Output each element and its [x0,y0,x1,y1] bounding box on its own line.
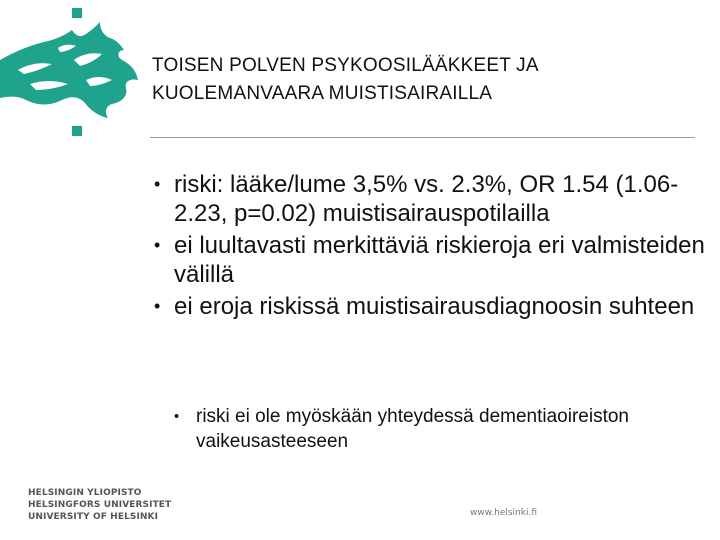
title-divider [150,137,695,138]
university-name-line: HELSINGFORS UNIVERSITET [28,500,172,510]
bullet-text: ei eroja riskissä muistisairausdiagnoosin suhteen [174,293,695,320]
slide-title [152,52,692,108]
title-line: KUOLEMANVAARA MUISTISAIRAILLA [152,83,493,104]
bullet-list [150,170,710,324]
sub-bullet-marker: • [174,408,180,425]
university-name-line: UNIVERSITY OF HELSINKI [28,512,159,522]
sub-bullet-list [172,404,692,454]
bullet-marker: • [154,296,161,316]
university-name [28,487,171,523]
university-name-line: HELSINGIN YLIOPISTO [28,488,142,498]
bullet-marker: • [154,235,161,255]
bullet-text: riski: lääke/lume 3,5% vs. 2.3%, OR 1.54 (1.06-2.23, p=0.02) muistisairauspotilailla [174,171,679,227]
bullet-item [150,231,710,289]
bullet-marker: • [154,174,161,194]
sub-bullet-item [172,404,692,454]
title-line: TOISEN POLVEN PSYKOOSILÄÄKKEET JA [152,55,539,76]
flame-logo-icon [0,0,140,150]
sub-bullet-text: riski ei ole myöskään yhteydessä dementiaoireiston vaikeusasteeseen [196,406,629,452]
footer-url: www.helsinki.fi [470,508,537,518]
bullet-text: ei luultavasti merkittäviä riskieroja eri valmisteiden välillä [174,232,705,288]
bullet-item [150,292,710,321]
bullet-item [150,170,710,228]
